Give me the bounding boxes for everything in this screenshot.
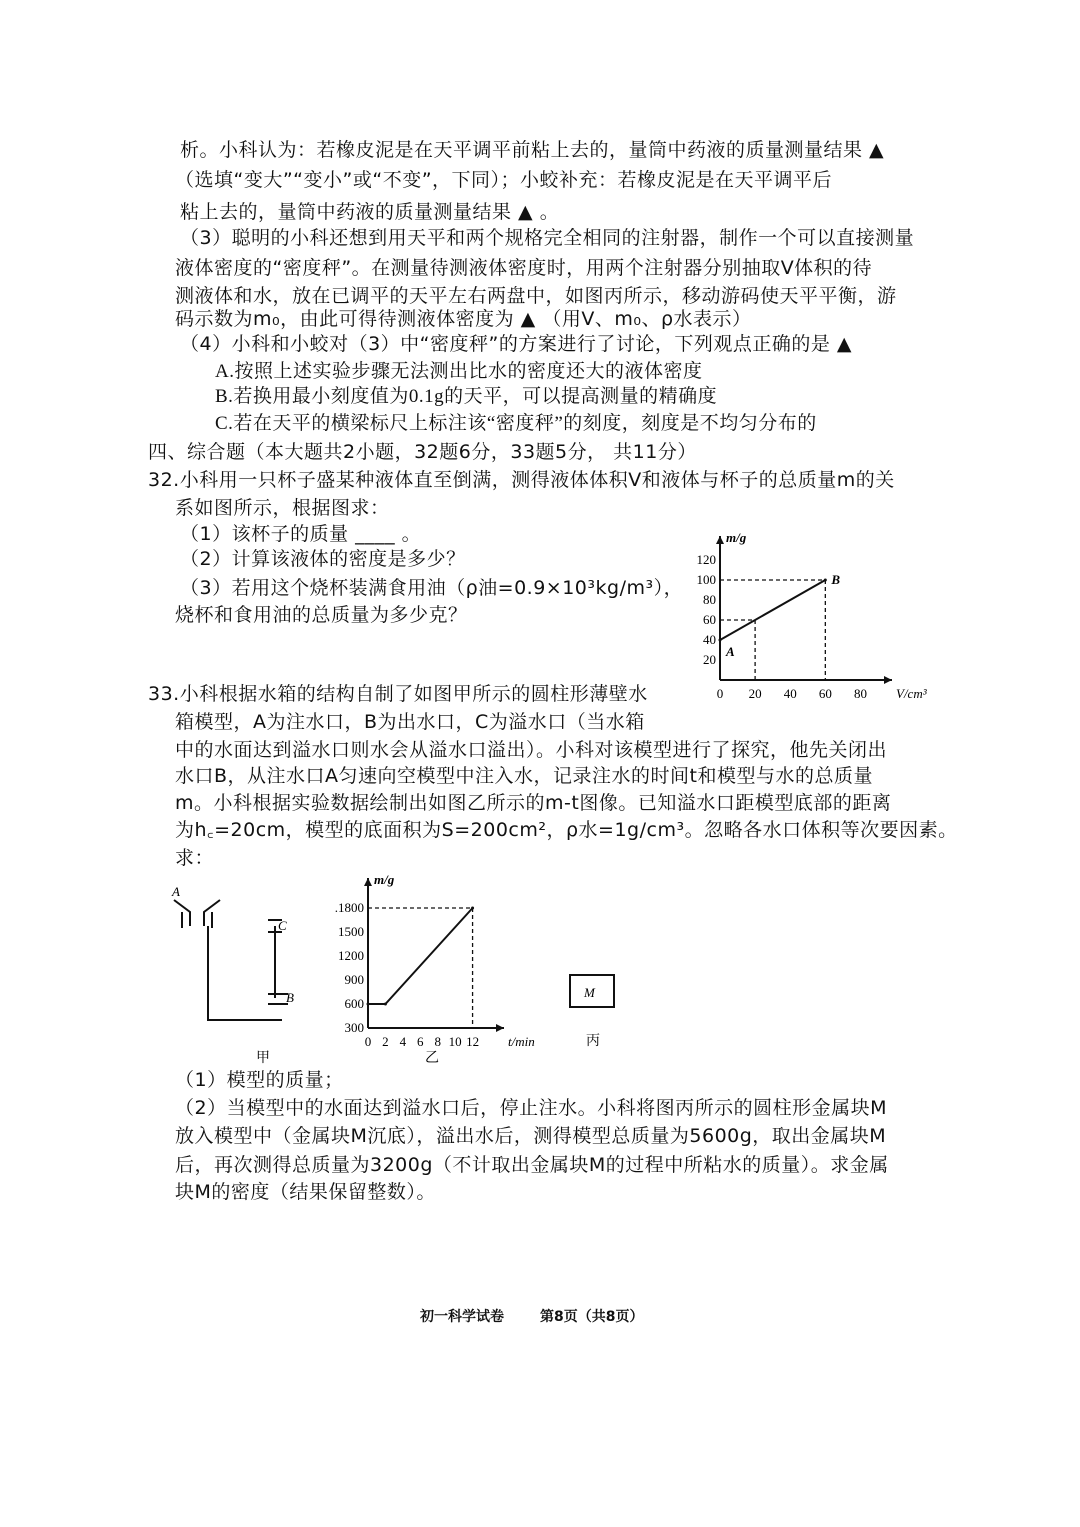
x-tick-label: 12 xyxy=(466,1034,480,1049)
y-axis-label: m/g xyxy=(726,530,747,545)
tank-wall-bottom xyxy=(208,926,282,1020)
text-line: （选填“变大”“变小”或“不变”，下同）；小蛟补充：若橡皮泥是在天平调平后 xyxy=(175,169,833,191)
y-tick-label: 60 xyxy=(703,612,716,627)
footer-page: 第8页（共8页） xyxy=(540,1309,644,1325)
text-line: 放入模型中（金属块M沉底），溢出水后，测得模型总质量为5600g，取出金属块M xyxy=(175,1125,887,1147)
question-32: 32.小科用一只杯子盛某种液体直至倒满，测得液体体积V和液体与杯子的总质量m的关 xyxy=(148,469,895,491)
text-line: 粘上去的，量筒中药液的质量测量结果 ▲ 。 xyxy=(180,201,560,223)
text-line: （2）当模型中的水面达到溢水口后，停止注水。小科将图丙所示的圆柱形金属块M xyxy=(175,1097,887,1119)
text-line: （2）计算该液体的密度是多少？ xyxy=(180,548,466,570)
text-line: 块M的密度（结果保留整数）。 xyxy=(175,1181,436,1203)
text-line: （3）若用这个烧杯装满食用油（ρ油=0.9×10³kg/m³）， xyxy=(180,577,684,599)
x-tick-label: 2 xyxy=(382,1034,389,1049)
x-tick-label: 40 xyxy=(783,686,797,701)
label-yi: 乙 xyxy=(425,1051,439,1066)
point-label: A xyxy=(726,644,735,659)
q33-chart xyxy=(320,868,540,1068)
data-line xyxy=(720,580,825,640)
text-line: 液体密度的“密度秤”。在测量待测液体密度时，用两个注射器分别抽取V体积的待 xyxy=(175,257,873,279)
y-tick-label: 40 xyxy=(703,632,716,647)
label-a: A xyxy=(172,884,180,899)
option-c: C.若在天平的横梁标尺上标注该“密度秤”的刻度，刻度是不均匀分布的 xyxy=(215,413,817,434)
x-axis-arrow xyxy=(496,1024,504,1032)
text-line: （1）模型的质量； xyxy=(175,1069,344,1091)
y-tick-label: .1800 xyxy=(334,900,364,915)
x-tick-label: 6 xyxy=(417,1034,424,1049)
x-tick-label: 60 xyxy=(818,686,832,701)
text-line: 测液体和水，放在已调平的天平左右两盘中，如图丙所示，移动游码使天平平衡，游 xyxy=(175,285,897,307)
text-line: 箱模型，A为注水口，B为出水口，C为溢水口（当水箱 xyxy=(175,711,645,733)
label-jia: 甲 xyxy=(256,1050,270,1065)
x-axis-label: t/min xyxy=(508,1034,535,1049)
text-line: 水口B，从注水口A匀速向空模型中注入水，记录注水的时间t和模型与水的总质量 xyxy=(175,765,873,787)
q33-chart-svg xyxy=(320,868,540,1068)
y-axis-arrow xyxy=(716,536,724,544)
text-line: 中的水面达到溢水口则水会从溢水口溢出）。小科对该模型进行了探究，他先关闭出 xyxy=(175,739,888,761)
data-line xyxy=(368,908,473,1004)
x-tick-label: 0 xyxy=(716,686,724,701)
text-line: （1）该杯子的质量 ____ 。 xyxy=(180,523,422,545)
outlet-port-b xyxy=(268,994,288,1004)
y-tick-label: 120 xyxy=(696,552,716,567)
data-point xyxy=(471,907,474,910)
metal-block-figure xyxy=(560,965,630,1055)
point-label: B xyxy=(831,572,841,587)
y-tick-label: 300 xyxy=(344,1020,364,1035)
q32-chart-svg xyxy=(688,520,928,720)
y-tick-label: 1200 xyxy=(338,948,364,963)
y-tick-label: 600 xyxy=(344,996,364,1011)
text-line: 求： xyxy=(175,847,215,869)
x-tick-label: 80 xyxy=(853,686,867,701)
x-tick-label: 8 xyxy=(434,1034,441,1049)
text-line: （4）小科和小蛟对（3）中“密度秤”的方案进行了讨论，下列观点正确的是 ▲ xyxy=(180,333,853,355)
y-tick-label: 1500 xyxy=(338,924,364,939)
q32-chart xyxy=(688,520,928,720)
x-tick-label: 20 xyxy=(748,686,762,701)
x-tick-label: 0 xyxy=(364,1034,372,1049)
section-heading: 四、综合题（本大题共2小题，32题6分，33题5分， 共11分） xyxy=(148,441,697,463)
text-line: 码示数为m₀，由此可得待测液体密度为 ▲ （用V、m₀、ρ水表示） xyxy=(175,308,752,330)
data-point xyxy=(367,1003,370,1006)
y-tick-label: 100 xyxy=(696,572,716,587)
text-line: m。小科根据实验数据绘制出如图乙所示的m-t图像。已知溢水口距模型底部的距离 xyxy=(175,792,892,814)
option-a: A.按照上述实验步骤无法测出比水的密度还大的液体密度 xyxy=(215,361,703,382)
y-tick-label: 900 xyxy=(344,972,364,987)
label-bing: 丙 xyxy=(586,1033,600,1049)
tank-model-figure xyxy=(160,880,300,1065)
x-axis-arrow xyxy=(884,676,892,684)
y-tick-label: 20 xyxy=(703,652,716,667)
data-point xyxy=(824,579,827,582)
x-tick-label: 4 xyxy=(399,1034,407,1049)
option-b: B.若换用最小刻度值为0.1g的天平，可以提高测量的精确度 xyxy=(215,386,718,407)
text-line: 后，再次测得总质量为3200g（不计取出金属块M的过程中所粘水的质量）。求金属 xyxy=(175,1154,889,1176)
label-c: C xyxy=(278,918,287,933)
x-axis-label: V/cm³ xyxy=(896,686,927,701)
y-axis-arrow xyxy=(364,878,372,886)
text-line: 为h꜀=20cm，模型的底面积为S=200cm²，ρ水=1g/cm³。忽略各水口体积等次要因素。 xyxy=(175,819,958,841)
footer-title: 初一科学试卷 xyxy=(420,1309,504,1325)
data-point xyxy=(384,1003,387,1006)
question-33: 33.小科根据水箱的结构自制了如图甲所示的圆柱形薄壁水 xyxy=(148,683,648,705)
label-m: M xyxy=(584,985,595,1000)
label-b: B xyxy=(286,990,294,1005)
text-line: 系如图所示，根据图求： xyxy=(175,497,390,519)
y-tick-label: 80 xyxy=(703,592,716,607)
y-axis-label: m/g xyxy=(374,872,395,887)
x-tick-label: 10 xyxy=(448,1034,462,1049)
inlet-neck xyxy=(182,912,212,928)
text-line: （3）聪明的小科还想到用天平和两个规格完全相同的注射器，制作一个可以直接测量 xyxy=(180,227,915,249)
text-line: 析。小科认为：若橡皮泥是在天平调平前粘上去的，量筒中药液的质量测量结果 ▲ xyxy=(180,139,885,161)
text-line: 烧杯和食用油的总质量为多少克？ xyxy=(175,604,468,626)
data-point xyxy=(719,639,722,642)
